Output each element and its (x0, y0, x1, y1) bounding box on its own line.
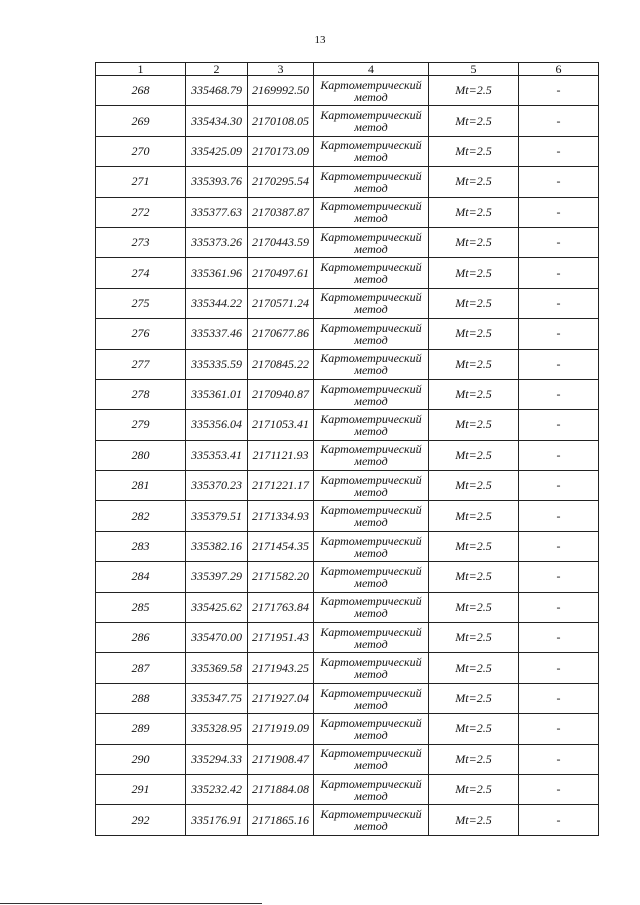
notes-cell: - (519, 197, 599, 227)
method-name-line1: Картометрический (320, 381, 422, 396)
table-row (96, 379, 599, 409)
method-cell (314, 653, 429, 683)
point-number-cell: 280 (96, 440, 186, 470)
x-coordinate-cell: 335328.95 (186, 714, 248, 744)
notes-cell: - (519, 106, 599, 136)
accuracy-cell: Mt=2.5 (429, 349, 519, 379)
notes-cell: - (519, 471, 599, 501)
column-header: 2 (186, 63, 248, 76)
method-cell (314, 410, 429, 440)
method-cell (314, 349, 429, 379)
method-name-line1: Картометрический (320, 229, 422, 244)
accuracy-cell: Mt=2.5 (429, 136, 519, 166)
table-row (96, 562, 599, 592)
point-number-cell: 271 (96, 167, 186, 197)
x-coordinate-cell: 335393.76 (186, 167, 248, 197)
notes-cell: - (519, 501, 599, 531)
method-name-line1: Картометрический (320, 199, 422, 214)
notes-cell: - (519, 653, 599, 683)
method-cell (314, 379, 429, 409)
x-coordinate-cell: 335337.46 (186, 319, 248, 349)
method-name-line2: метод (354, 363, 388, 378)
y-coordinate-cell: 2171951.43 (248, 623, 314, 653)
notes-cell: - (519, 76, 599, 106)
method-name-line2: метод (354, 606, 388, 621)
notes-cell: - (519, 774, 599, 804)
point-number-cell: 287 (96, 653, 186, 683)
point-number-cell: 288 (96, 683, 186, 713)
method-cell (314, 136, 429, 166)
method-name-line2: метод (354, 697, 388, 712)
point-number-cell: 292 (96, 805, 186, 835)
accuracy-cell: Mt=2.5 (429, 653, 519, 683)
point-number-cell: 283 (96, 531, 186, 561)
method-name-line1: Картометрический (320, 77, 422, 92)
x-coordinate-cell: 335232.42 (186, 774, 248, 804)
point-number-cell: 270 (96, 136, 186, 166)
method-name-line2: метод (354, 332, 388, 347)
notes-cell: - (519, 167, 599, 197)
x-coordinate-cell: 335176.91 (186, 805, 248, 835)
method-name-line1: Картометрический (320, 351, 422, 366)
method-name-line1: Картометрический (320, 260, 422, 275)
method-name-line2: метод (354, 211, 388, 226)
y-coordinate-cell: 2171919.09 (248, 714, 314, 744)
y-coordinate-cell: 2171865.16 (248, 805, 314, 835)
column-header: 1 (96, 63, 186, 76)
method-name-line1: Картометрический (320, 563, 422, 578)
method-cell (314, 805, 429, 835)
method-name-line2: метод (354, 150, 388, 165)
method-name-line1: Картометрический (320, 624, 422, 639)
method-cell (314, 319, 429, 349)
method-name-line1: Картометрический (320, 746, 422, 761)
table-row (96, 805, 599, 835)
point-number-cell: 281 (96, 471, 186, 501)
notes-cell: - (519, 349, 599, 379)
notes-cell: - (519, 319, 599, 349)
accuracy-cell: Mt=2.5 (429, 379, 519, 409)
method-cell (314, 592, 429, 622)
table-row (96, 471, 599, 501)
table-body (96, 76, 599, 836)
table-row (96, 410, 599, 440)
method-name-line1: Картометрический (320, 655, 422, 670)
y-coordinate-cell: 2171221.17 (248, 471, 314, 501)
y-coordinate-cell: 2171927.04 (248, 683, 314, 713)
point-number-cell: 277 (96, 349, 186, 379)
method-cell (314, 258, 429, 288)
point-number-cell: 269 (96, 106, 186, 136)
column-header: 6 (519, 63, 599, 76)
method-name-line2: метод (354, 667, 388, 682)
accuracy-cell: Mt=2.5 (429, 288, 519, 318)
method-cell (314, 714, 429, 744)
y-coordinate-cell: 2171908.47 (248, 744, 314, 774)
accuracy-cell: Mt=2.5 (429, 319, 519, 349)
column-header: 5 (429, 63, 519, 76)
method-cell (314, 623, 429, 653)
accuracy-cell: Mt=2.5 (429, 471, 519, 501)
point-number-cell: 274 (96, 258, 186, 288)
notes-cell: - (519, 379, 599, 409)
y-coordinate-cell: 2170845.22 (248, 349, 314, 379)
method-name-line1: Картометрический (320, 685, 422, 700)
x-coordinate-cell: 335468.79 (186, 76, 248, 106)
x-coordinate-cell: 335425.09 (186, 136, 248, 166)
method-cell (314, 744, 429, 774)
table-row (96, 167, 599, 197)
accuracy-cell: Mt=2.5 (429, 562, 519, 592)
point-number-cell: 282 (96, 501, 186, 531)
method-cell (314, 197, 429, 227)
method-name-line2: метод (354, 272, 388, 287)
notes-cell: - (519, 805, 599, 835)
y-coordinate-cell: 2171121.93 (248, 440, 314, 470)
point-number-cell: 290 (96, 744, 186, 774)
x-coordinate-cell: 335434.30 (186, 106, 248, 136)
method-name-line1: Картометрический (320, 503, 422, 518)
notes-cell: - (519, 440, 599, 470)
table-row (96, 319, 599, 349)
table-row (96, 288, 599, 318)
table-row (96, 197, 599, 227)
x-coordinate-cell: 335470.00 (186, 623, 248, 653)
y-coordinate-cell: 2171454.35 (248, 531, 314, 561)
method-name-line1: Картометрический (320, 472, 422, 487)
method-cell (314, 471, 429, 501)
y-coordinate-cell: 2170108.05 (248, 106, 314, 136)
method-cell (314, 227, 429, 257)
method-name-line2: метод (354, 545, 388, 560)
accuracy-cell: Mt=2.5 (429, 76, 519, 106)
point-number-cell: 286 (96, 623, 186, 653)
method-name-line2: метод (354, 484, 388, 499)
table-row (96, 227, 599, 257)
method-name-line2: метод (354, 575, 388, 590)
accuracy-cell: Mt=2.5 (429, 683, 519, 713)
x-coordinate-cell: 335344.22 (186, 288, 248, 318)
notes-cell: - (519, 744, 599, 774)
method-name-line2: метод (354, 423, 388, 438)
notes-cell: - (519, 623, 599, 653)
accuracy-cell: Mt=2.5 (429, 774, 519, 804)
point-number-cell: 276 (96, 319, 186, 349)
point-number-cell: 268 (96, 76, 186, 106)
method-name-line2: метод (354, 515, 388, 530)
y-coordinate-cell: 2170295.54 (248, 167, 314, 197)
y-coordinate-cell: 2170940.87 (248, 379, 314, 409)
point-number-cell: 289 (96, 714, 186, 744)
x-coordinate-cell: 335373.26 (186, 227, 248, 257)
accuracy-cell: Mt=2.5 (429, 410, 519, 440)
y-coordinate-cell: 2170173.09 (248, 136, 314, 166)
method-cell (314, 167, 429, 197)
accuracy-cell: Mt=2.5 (429, 227, 519, 257)
table-row (96, 531, 599, 561)
method-cell (314, 76, 429, 106)
table-row (96, 774, 599, 804)
table-row (96, 623, 599, 653)
table-row (96, 106, 599, 136)
notes-cell: - (519, 227, 599, 257)
y-coordinate-cell: 2171053.41 (248, 410, 314, 440)
notes-cell: - (519, 136, 599, 166)
y-coordinate-cell: 2170497.61 (248, 258, 314, 288)
x-coordinate-cell: 335361.01 (186, 379, 248, 409)
method-name-line1: Картометрический (320, 320, 422, 335)
method-name-line1: Картометрический (320, 108, 422, 123)
method-name-line1: Картометрический (320, 776, 422, 791)
coordinates-table (95, 62, 599, 836)
method-name-line2: метод (354, 819, 388, 834)
table-row (96, 349, 599, 379)
method-cell (314, 106, 429, 136)
notes-cell: - (519, 562, 599, 592)
point-number-cell: 284 (96, 562, 186, 592)
point-number-cell: 291 (96, 774, 186, 804)
method-name-line2: метод (354, 454, 388, 469)
method-cell (314, 683, 429, 713)
method-name-line1: Картометрический (320, 715, 422, 730)
table-row (96, 501, 599, 531)
method-name-line2: метод (354, 120, 388, 135)
method-name-line2: метод (354, 89, 388, 104)
x-coordinate-cell: 335370.23 (186, 471, 248, 501)
notes-cell: - (519, 410, 599, 440)
y-coordinate-cell: 2170387.87 (248, 197, 314, 227)
y-coordinate-cell: 2170443.59 (248, 227, 314, 257)
table-row (96, 258, 599, 288)
point-number-cell: 278 (96, 379, 186, 409)
y-coordinate-cell: 2170677.86 (248, 319, 314, 349)
accuracy-cell: Mt=2.5 (429, 197, 519, 227)
table-row (96, 744, 599, 774)
method-cell (314, 774, 429, 804)
column-header: 4 (314, 63, 429, 76)
method-name-line2: метод (354, 302, 388, 317)
method-cell (314, 562, 429, 592)
x-coordinate-cell: 335397.29 (186, 562, 248, 592)
accuracy-cell: Mt=2.5 (429, 440, 519, 470)
y-coordinate-cell: 2171884.08 (248, 774, 314, 804)
point-number-cell: 272 (96, 197, 186, 227)
x-coordinate-cell: 335335.59 (186, 349, 248, 379)
x-coordinate-cell: 335361.96 (186, 258, 248, 288)
method-name-line1: Картометрический (320, 138, 422, 153)
method-name-line2: метод (354, 636, 388, 651)
table-row (96, 592, 599, 622)
method-name-line1: Картометрический (320, 533, 422, 548)
table-row (96, 76, 599, 106)
method-name-line1: Картометрический (320, 168, 422, 183)
point-number-cell: 285 (96, 592, 186, 622)
method-name-line2: метод (354, 758, 388, 773)
method-name-line2: метод (354, 393, 388, 408)
method-name-line1: Картометрический (320, 442, 422, 457)
x-coordinate-cell: 335356.04 (186, 410, 248, 440)
accuracy-cell: Mt=2.5 (429, 167, 519, 197)
x-coordinate-cell: 335369.58 (186, 653, 248, 683)
point-number-cell: 275 (96, 288, 186, 318)
x-coordinate-cell: 335425.62 (186, 592, 248, 622)
accuracy-cell: Mt=2.5 (429, 531, 519, 561)
x-coordinate-cell: 335379.51 (186, 501, 248, 531)
y-coordinate-cell: 2170571.24 (248, 288, 314, 318)
method-name-line2: метод (354, 788, 388, 803)
table-row (96, 440, 599, 470)
table-row (96, 653, 599, 683)
accuracy-cell: Mt=2.5 (429, 744, 519, 774)
x-coordinate-cell: 335347.75 (186, 683, 248, 713)
method-name-line2: метод (354, 241, 388, 256)
page-number: 13 (314, 34, 326, 46)
accuracy-cell: Mt=2.5 (429, 258, 519, 288)
method-name-line2: метод (354, 180, 388, 195)
point-number-cell: 273 (96, 227, 186, 257)
table-row (96, 683, 599, 713)
x-coordinate-cell: 335294.33 (186, 744, 248, 774)
table-row (96, 136, 599, 166)
column-header: 3 (248, 63, 314, 76)
accuracy-cell: Mt=2.5 (429, 592, 519, 622)
method-cell (314, 288, 429, 318)
y-coordinate-cell: 2171943.25 (248, 653, 314, 683)
method-name-line1: Картометрический (320, 411, 422, 426)
accuracy-cell: Mt=2.5 (429, 714, 519, 744)
y-coordinate-cell: 2171763.84 (248, 592, 314, 622)
notes-cell: - (519, 683, 599, 713)
y-coordinate-cell: 2171582.20 (248, 562, 314, 592)
x-coordinate-cell: 335382.16 (186, 531, 248, 561)
footer-rule (0, 903, 262, 904)
y-coordinate-cell: 2171334.93 (248, 501, 314, 531)
table-header-row (96, 63, 599, 76)
notes-cell: - (519, 714, 599, 744)
x-coordinate-cell: 335377.63 (186, 197, 248, 227)
accuracy-cell: Mt=2.5 (429, 106, 519, 136)
notes-cell: - (519, 258, 599, 288)
notes-cell: - (519, 288, 599, 318)
notes-cell: - (519, 531, 599, 561)
point-number-cell: 279 (96, 410, 186, 440)
accuracy-cell: Mt=2.5 (429, 623, 519, 653)
method-cell (314, 501, 429, 531)
method-cell (314, 531, 429, 561)
table-row (96, 714, 599, 744)
accuracy-cell: Mt=2.5 (429, 805, 519, 835)
notes-cell: - (519, 592, 599, 622)
method-name-line1: Картометрический (320, 807, 422, 822)
x-coordinate-cell: 335353.41 (186, 440, 248, 470)
method-cell (314, 440, 429, 470)
method-name-line1: Картометрический (320, 290, 422, 305)
method-name-line1: Картометрический (320, 594, 422, 609)
y-coordinate-cell: 2169992.50 (248, 76, 314, 106)
accuracy-cell: Mt=2.5 (429, 501, 519, 531)
method-name-line2: метод (354, 727, 388, 742)
